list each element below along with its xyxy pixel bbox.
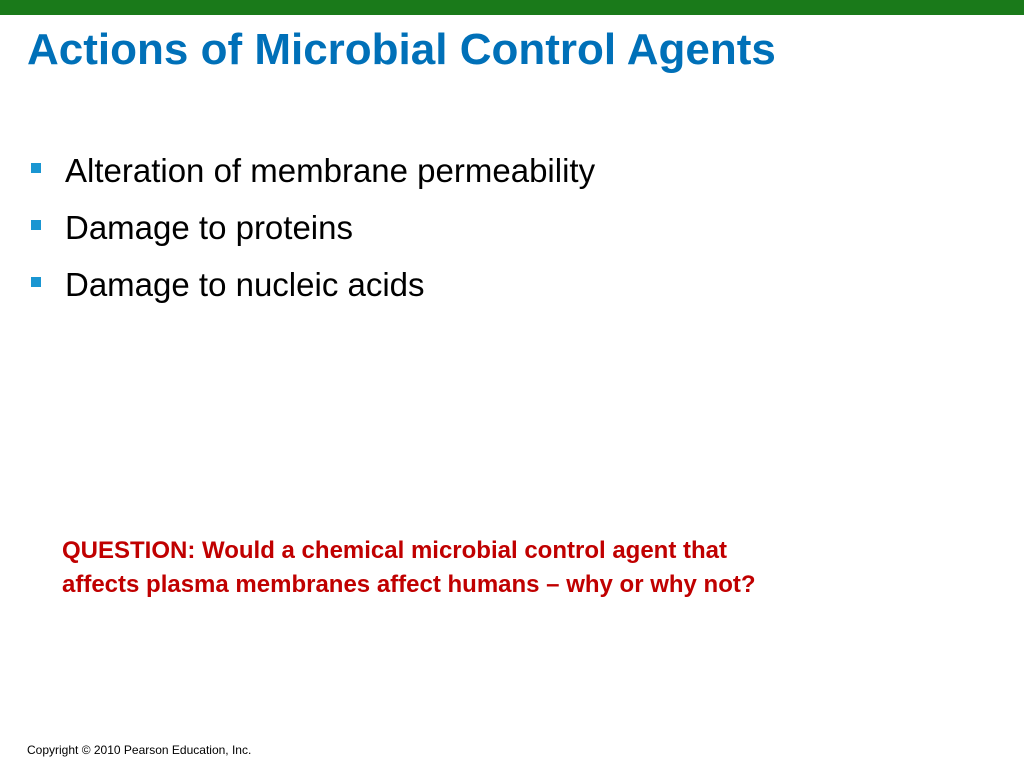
question-line-1: QUESTION: Would a chemical microbial control agent that: [62, 537, 727, 564]
top-green-bar: [0, 0, 1024, 15]
bullet-text: Damage to proteins: [65, 209, 353, 246]
question-text: [62, 534, 942, 602]
bullet-text: Damage to nucleic acids: [65, 266, 425, 303]
question-line-2: affects plasma membranes affect humans – why or why not?: [62, 571, 756, 598]
bullet-text: Alteration of membrane permeability: [65, 152, 596, 189]
square-bullet-icon: [31, 277, 41, 287]
square-bullet-icon: [31, 220, 41, 230]
copyright-notice: Copyright © 2010 Pearson Education, Inc.: [27, 743, 252, 757]
slide-title: Actions of Microbial Control Agents: [27, 25, 776, 74]
square-bullet-icon: [31, 163, 41, 173]
